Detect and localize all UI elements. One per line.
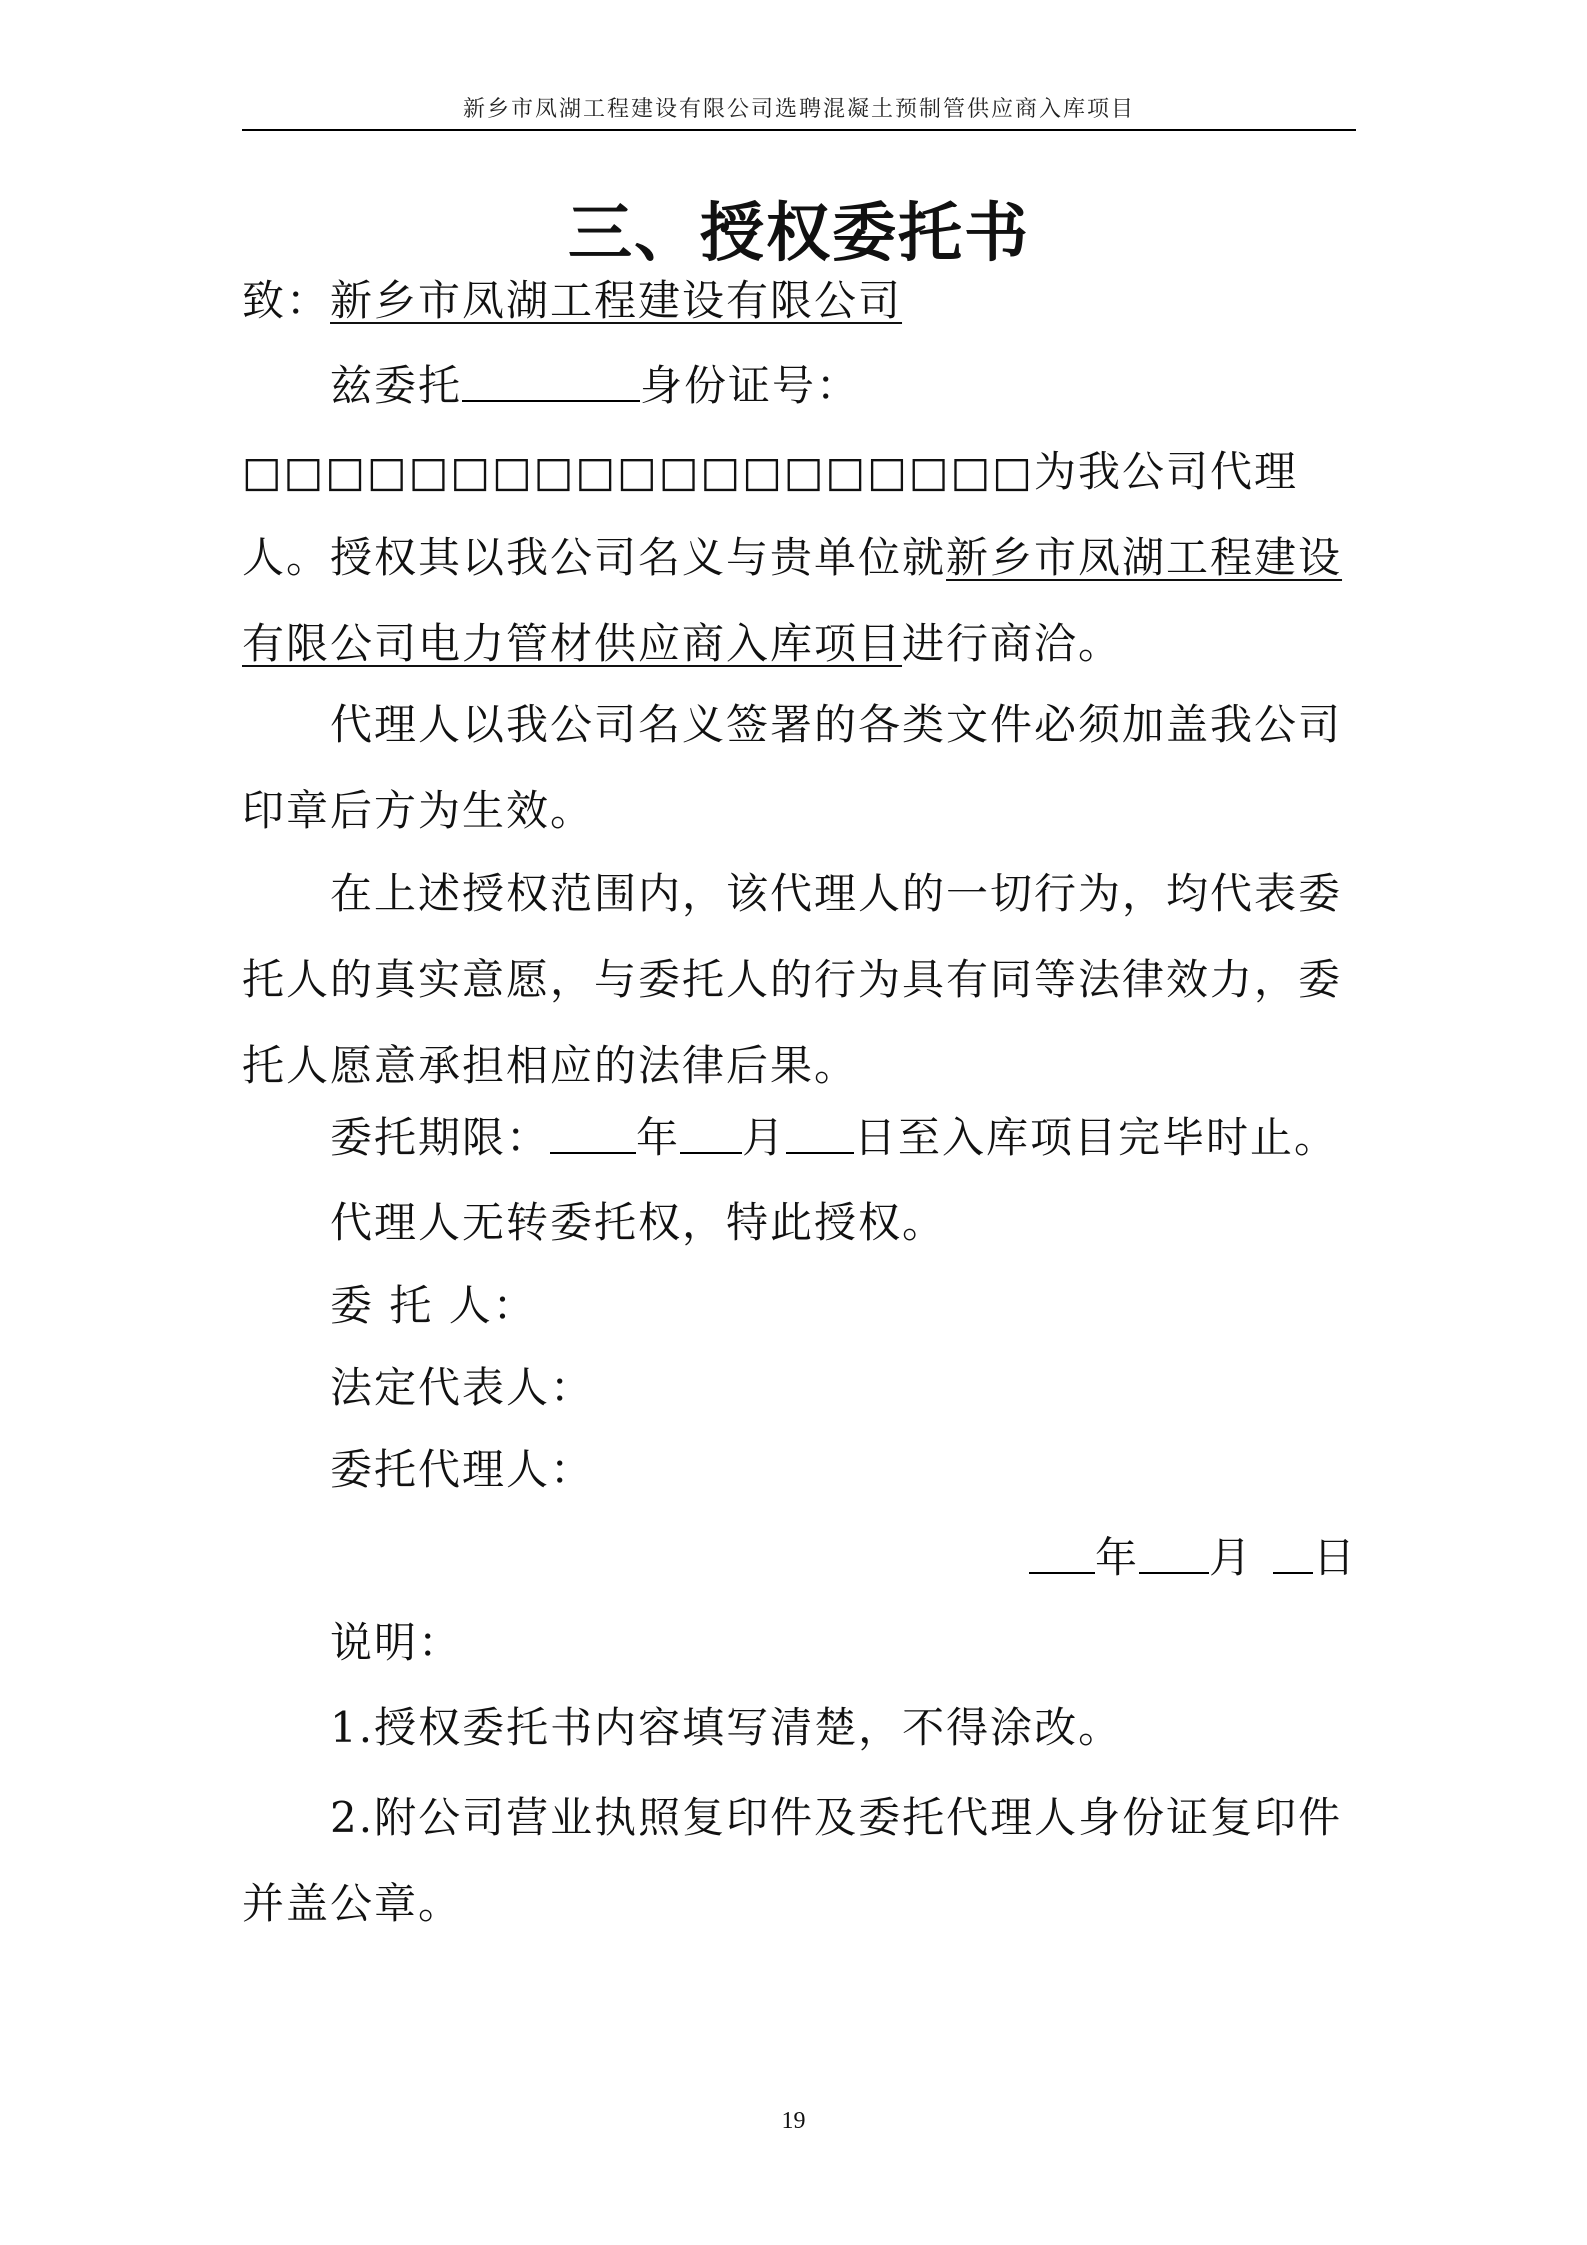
scope-paragraph: 在上述授权范围内，该代理人的一切行为，均代表委托人的真实意愿，与委托人的行为具有同等法律效力，委托人愿意承担相应的法律后果。 [242, 869, 1343, 1090]
agent-name-blank[interactable] [462, 366, 640, 402]
agent-signature-label: 委托代理人： [330, 1445, 595, 1494]
date-month-blank[interactable] [1139, 1538, 1209, 1574]
date-year-blank[interactable] [1029, 1538, 1095, 1574]
header-rule [242, 129, 1356, 131]
term-month-label: 月 [742, 1113, 787, 1162]
term-month-blank[interactable] [680, 1118, 742, 1154]
addressee-line [242, 258, 1356, 344]
term-year-blank[interactable] [550, 1118, 636, 1154]
id-number-label: 身份证号： [640, 361, 861, 410]
date-day-label: 日 [1312, 1533, 1357, 1582]
term-day-label: 日至入库项目完毕时止。 [854, 1113, 1339, 1162]
id-number-boxes[interactable]: □□□□□□□□□□□□□□□□□□□ [242, 447, 1034, 496]
addressee-prefix: 致： [242, 276, 331, 325]
project-name: 新乡市凤湖工程建设有限公司电力管材供应商入库项目 [242, 533, 1343, 668]
note-item-1: 1.授权委托书内容填写清楚，不得涂改。 [330, 1703, 1123, 1752]
addressee-company: 新乡市凤湖工程建设有限公司 [330, 276, 903, 325]
date-month-label: 月 [1208, 1533, 1253, 1582]
document-title: 三、授权委托书 [568, 197, 1030, 271]
entrust-label: 兹委托 [330, 361, 463, 410]
legal-representative-signature-label: 法定代表人： [330, 1363, 595, 1412]
authorization-text-end: 进行商洽。 [902, 619, 1123, 668]
notes-title: 说明： [330, 1618, 463, 1667]
running-header: 新乡市凤湖工程建设有限公司选聘混凝土预制管供应商入库项目 [462, 97, 1135, 122]
note-item-2: 2.附公司营业执照复印件及委托代理人身份证复印件并盖公章。 [242, 1793, 1343, 1928]
page-number: 19 [781, 2108, 806, 2134]
date-day-blank[interactable] [1273, 1538, 1313, 1574]
term-year-label: 年 [636, 1113, 681, 1162]
term-line [330, 1105, 1338, 1165]
term-day-blank[interactable] [786, 1118, 854, 1154]
signing-date [1029, 1525, 1357, 1585]
no-transfer-line: 代理人无转委托权，特此授权。 [330, 1198, 947, 1247]
principal-signature-label: 委 托 人： [330, 1281, 537, 1330]
authorization-text: 为我公司代理人。授权其以我公司名义与贵单位就 [242, 447, 1298, 582]
seal-requirement-paragraph: 代理人以我公司名义签署的各类文件必须加盖我公司印章后方为生效。 [242, 700, 1343, 835]
term-label: 委托期限： [330, 1113, 551, 1162]
authorization-paragraph [242, 343, 1356, 687]
date-year-label: 年 [1094, 1533, 1139, 1582]
